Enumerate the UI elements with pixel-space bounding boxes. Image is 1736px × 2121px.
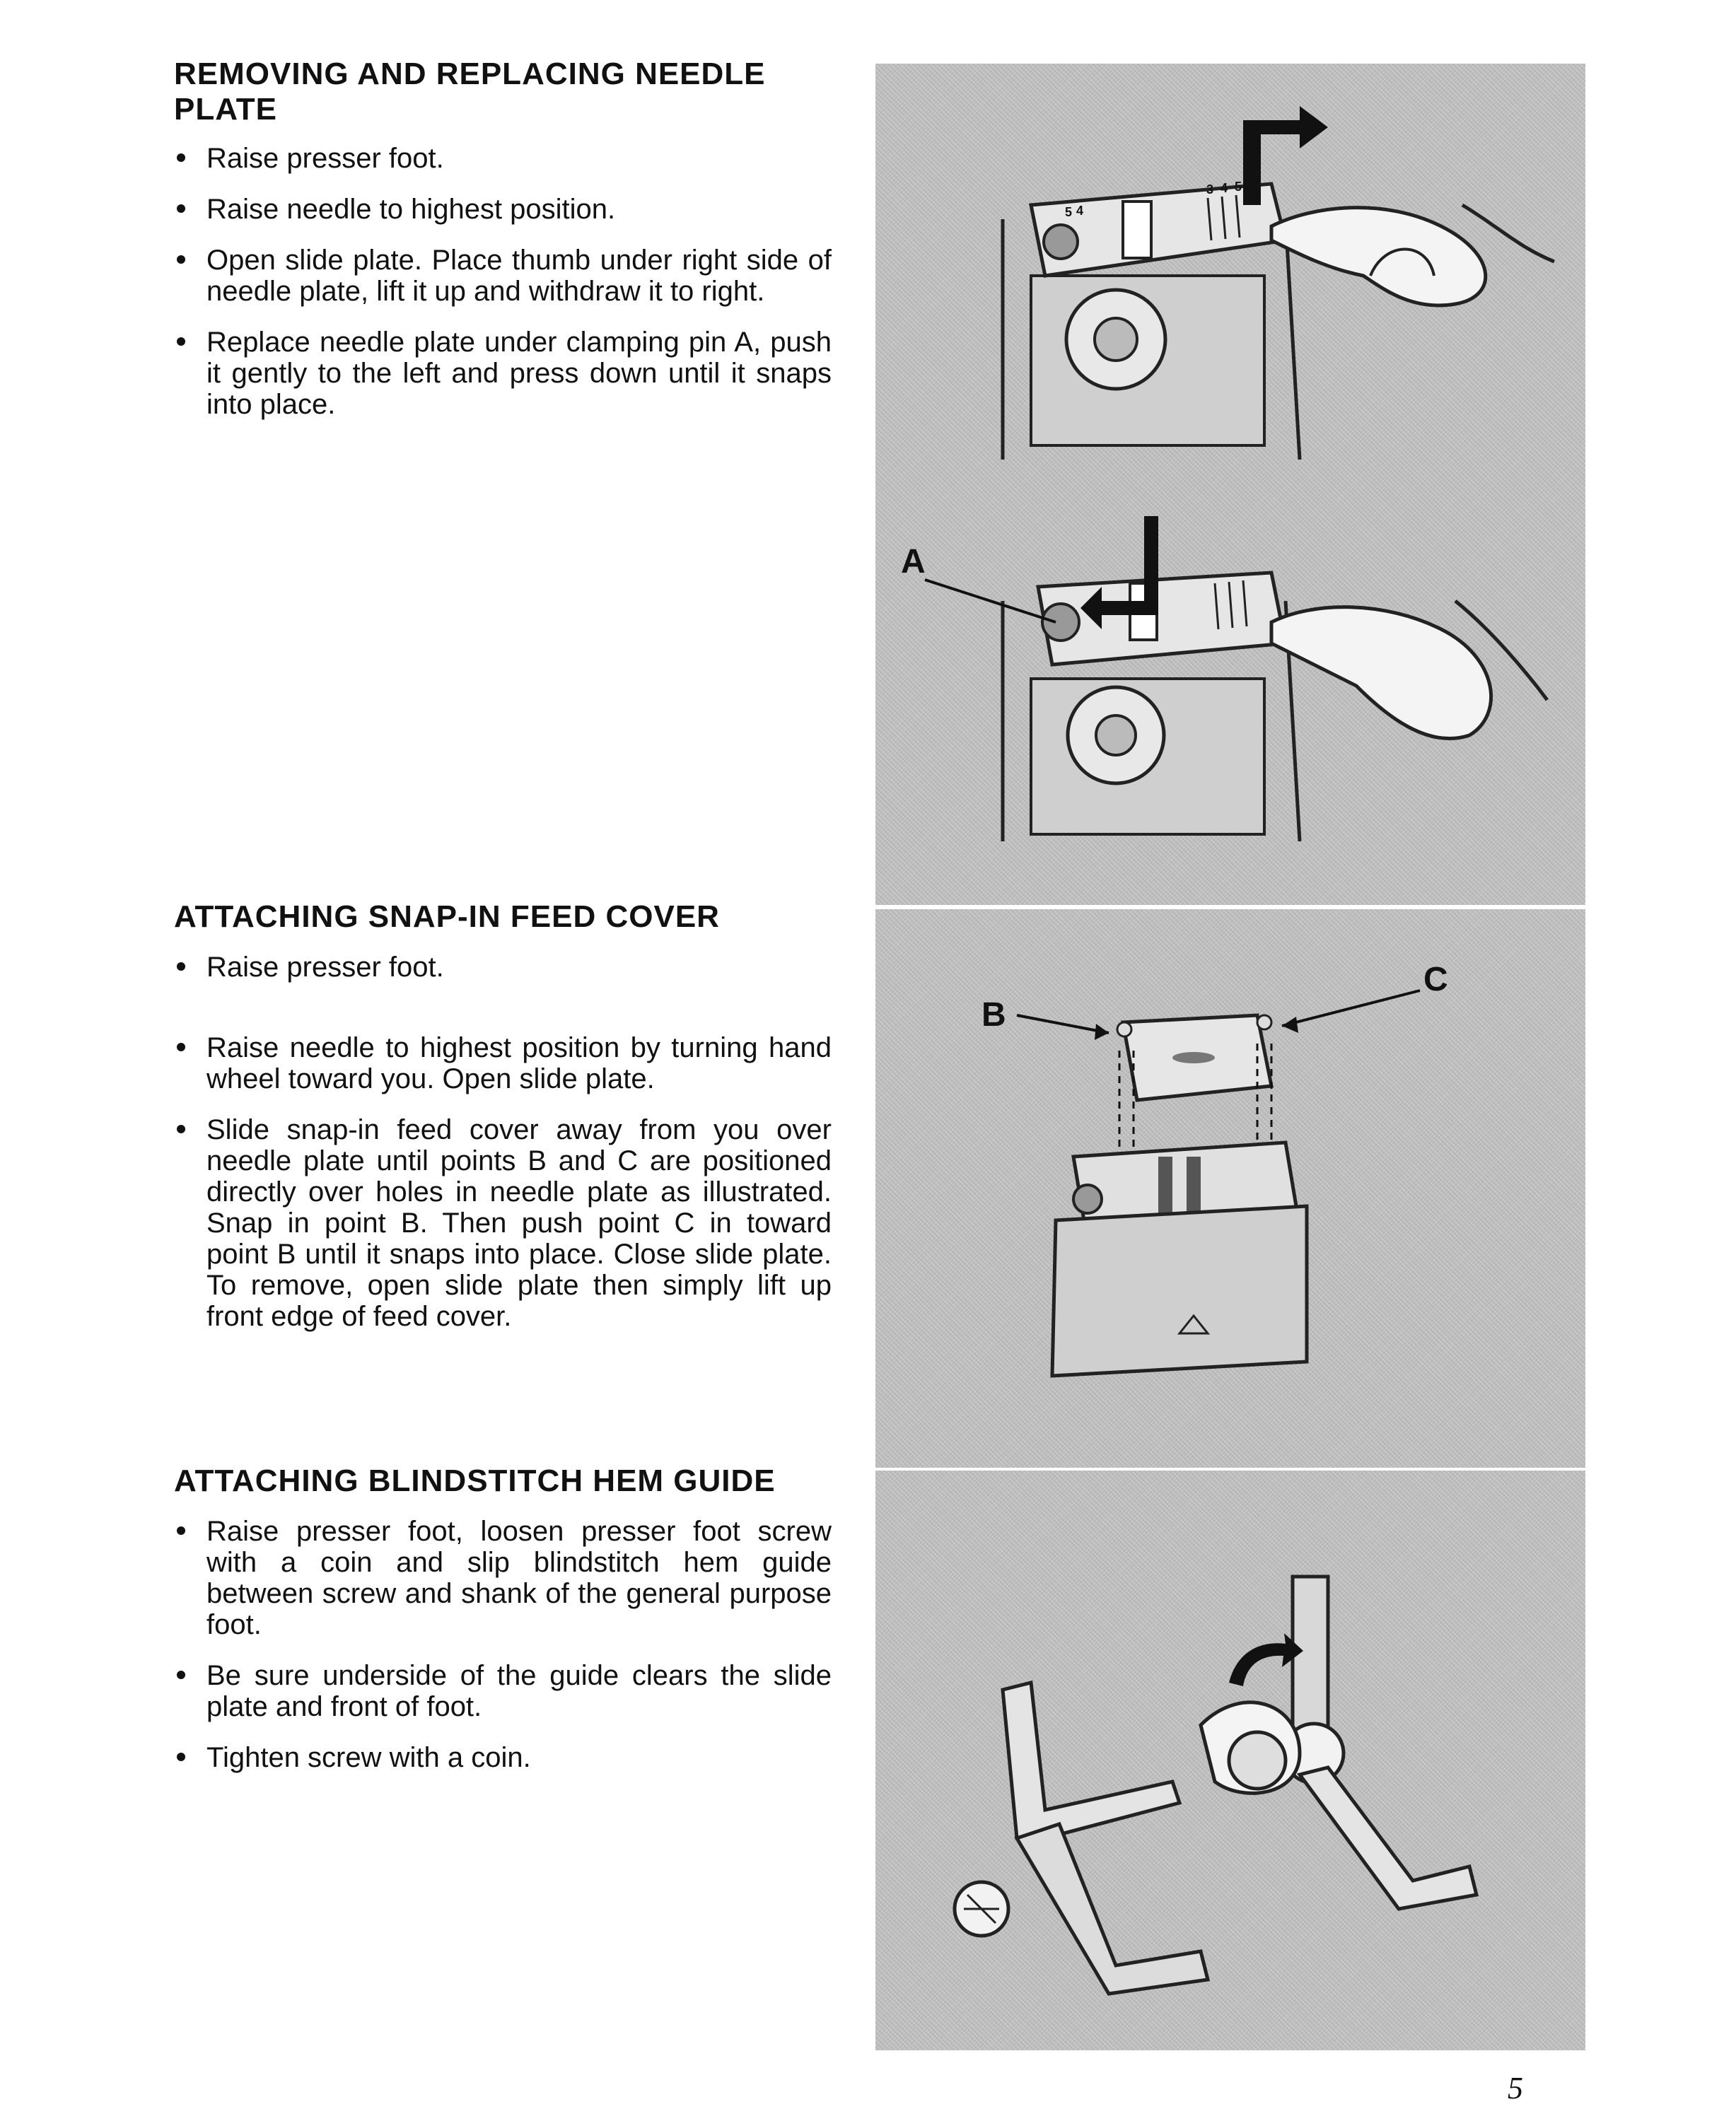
feed-cover-illustration xyxy=(875,909,1585,1468)
label-c: C xyxy=(1423,961,1448,998)
hem-guide-illustration xyxy=(875,1471,1585,2050)
section-blindstitch-hem-guide xyxy=(174,1463,832,1773)
scale-mark: 3 xyxy=(1206,182,1214,197)
page-number: 5 xyxy=(1508,2071,1523,2105)
step-item: Raise presser foot. xyxy=(174,952,832,983)
scale-mark: 4 xyxy=(1221,181,1228,195)
section-removing-needle-plate xyxy=(174,57,832,420)
section-snap-in-feed-cover xyxy=(174,899,832,1332)
step-item: Replace needle plate under clamping pin A, push it gently to the left and press down until it snaps into place. xyxy=(174,327,832,420)
step-item: Slide snap-in feed cover away from you over needle plate until points B and C are positioned directly over holes in needle plate as illustrated. Snap in point B. Then push point C in toward point B until it snaps into place. Close slide plate. To remove, open slide plate then simply lift up front edge of feed cover. xyxy=(174,1114,832,1332)
step-item: Raise needle to highest position. xyxy=(174,194,832,225)
section-title: ATTACHING BLINDSTITCH HEM GUIDE xyxy=(174,1463,776,1498)
figure-feed-cover xyxy=(875,909,1585,1468)
scale-mark: 5 xyxy=(1235,180,1242,194)
scale-mark: 5 xyxy=(1065,205,1073,219)
label-b: B xyxy=(981,996,1006,1034)
figure-hem-guide xyxy=(875,1471,1585,2050)
needle-plate-illustration xyxy=(875,64,1585,905)
step-item: Raise presser foot, loosen presser foot screw with a coin and slip blindstitch hem guide between screw and shank of the general purpose foot. xyxy=(174,1516,832,1640)
step-item: Raise presser foot. xyxy=(174,143,832,174)
figure-needle-plate xyxy=(875,64,1585,905)
section-title: REMOVING AND REPLACING NEEDLE PLATE xyxy=(174,57,766,127)
step-list xyxy=(174,143,832,420)
step-list xyxy=(174,1516,832,1773)
label-a: A xyxy=(901,543,926,580)
step-item: Raise needle to highest position by turning hand wheel toward you. Open slide plate. xyxy=(174,1032,832,1094)
step-list xyxy=(174,952,832,1332)
section-title: ATTACHING SNAP-IN FEED COVER xyxy=(174,899,720,934)
scale-mark: 6 xyxy=(1249,178,1257,192)
step-item: Be sure underside of the guide clears the slide plate and front of foot. xyxy=(174,1660,832,1722)
scale-mark: 4 xyxy=(1076,204,1084,218)
step-item: Open slide plate. Place thumb under right side of needle plate, lift it up and withdraw it to right. xyxy=(174,245,832,307)
step-item: Tighten screw with a coin. xyxy=(174,1742,832,1773)
